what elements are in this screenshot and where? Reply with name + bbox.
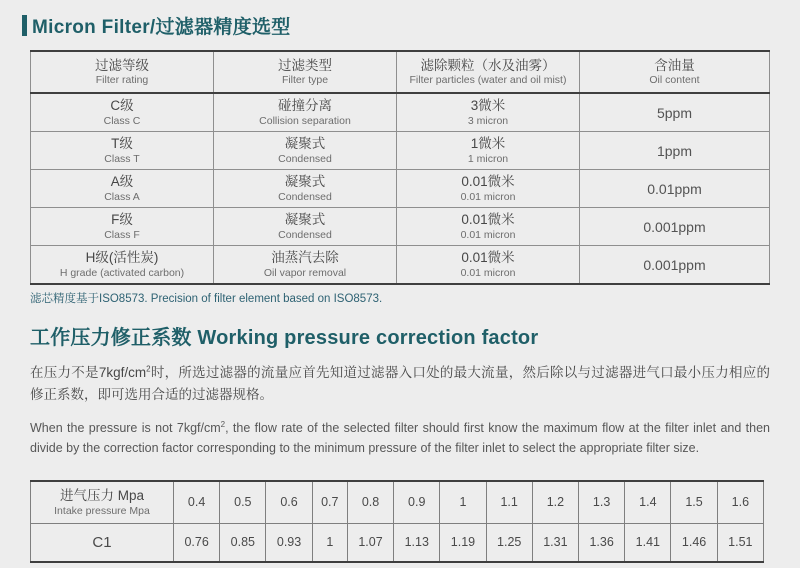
rating-zh: C级 xyxy=(110,98,134,114)
rating-zh: A级 xyxy=(110,174,134,190)
factor-value: 1.31 xyxy=(532,523,578,562)
factor-value: 1.13 xyxy=(394,523,440,562)
pressure-value: 1.2 xyxy=(532,481,578,524)
rating-en: Class F xyxy=(104,228,140,241)
factor-value: 0.85 xyxy=(220,523,266,562)
section1-header xyxy=(30,12,770,38)
para-en-pre: When the pressure is not 7kgf/cm xyxy=(30,421,221,436)
superscript-2: 2 xyxy=(146,364,151,374)
filter-rating-cell xyxy=(31,132,214,170)
particles-en: 1 micron xyxy=(467,152,509,165)
col-header-zh: 过滤等级 xyxy=(95,57,149,73)
factor-value: 1.07 xyxy=(347,523,393,562)
filter-table-header-row xyxy=(31,51,770,93)
rating-zh: H级(活性炭) xyxy=(85,250,159,266)
rating-en: Class C xyxy=(103,114,141,127)
correction-factor-row xyxy=(31,523,764,562)
pressure-value: 0.8 xyxy=(347,481,393,524)
section2-title-zh: 工作压力修正系数 xyxy=(30,327,192,349)
factor-value: 1.25 xyxy=(486,523,532,562)
type-zh: 凝聚式 xyxy=(284,174,326,190)
pressure-value: 1.3 xyxy=(579,481,625,524)
pressure-value: 1.5 xyxy=(671,481,717,524)
col-header-zh: 滤除颗粒（水及油雾） xyxy=(420,57,556,73)
rating-en: Class T xyxy=(104,152,140,165)
section2-title xyxy=(30,321,770,350)
table-row-class-a xyxy=(31,170,770,208)
table-row-class-c xyxy=(31,93,770,132)
rating-zh: T级 xyxy=(111,136,133,152)
intake-pressure-row xyxy=(31,481,764,524)
table-row-class-f xyxy=(31,208,770,246)
pressure-value: 0.4 xyxy=(174,481,220,524)
filter-rating-cell xyxy=(31,246,214,285)
filter-rating-cell xyxy=(31,170,214,208)
para-en-post: , the flow rate of the selected filter should first know the maximum flow at the filter inlet and then divide by the correction factor corresponding to the minimum pressure of the filter inlet to select the appropriate filter size. xyxy=(30,421,770,455)
type-en: Condensed xyxy=(278,152,332,165)
col-header-en: Filter rating xyxy=(95,74,149,87)
col-header-filter-rating xyxy=(31,51,214,93)
intake-pressure-en: Intake pressure Mpa xyxy=(54,504,150,517)
title-accent-bar xyxy=(22,15,27,36)
particles-zh: 3微米 xyxy=(470,98,506,114)
factor-value: 1.51 xyxy=(717,523,763,562)
factor-value: 1.36 xyxy=(579,523,625,562)
type-zh: 凝聚式 xyxy=(284,212,326,228)
micron-filter-table xyxy=(30,50,770,285)
particles-zh: 1微米 xyxy=(470,136,506,152)
type-en: Condensed xyxy=(278,228,332,241)
intake-pressure-header-cell xyxy=(31,481,174,524)
rating-en: H grade (activated carbon) xyxy=(59,266,185,279)
col-header-oil-content xyxy=(580,51,770,93)
particles-en: 0.01 micron xyxy=(460,266,516,279)
factor-value: 0.93 xyxy=(266,523,312,562)
pressure-value: 0.9 xyxy=(394,481,440,524)
type-en: Collision separation xyxy=(259,114,351,127)
col-header-en: Filter particles (water and oil mist) xyxy=(409,74,567,87)
section2-title-en: Working pressure correction factor xyxy=(197,327,539,349)
para-zh-pre: 在压力不是7kgf/cm xyxy=(30,365,147,380)
pressure-paragraph-zh xyxy=(30,362,770,406)
table-row-grade-h xyxy=(31,246,770,285)
col-header-filter-type xyxy=(214,51,397,93)
col-header-filter-particles xyxy=(397,51,580,93)
pressure-value: 1.6 xyxy=(717,481,763,524)
type-zh: 碰撞分离 xyxy=(278,98,332,114)
pressure-paragraph-en xyxy=(30,419,770,458)
pressure-value: 0.7 xyxy=(312,481,347,524)
filter-type-cell xyxy=(214,132,397,170)
factor-value: 1 xyxy=(312,523,347,562)
filter-particles-cell xyxy=(397,170,580,208)
filter-type-cell xyxy=(214,170,397,208)
filter-type-cell xyxy=(214,208,397,246)
oil-content-cell: 5ppm xyxy=(580,93,770,132)
filter-rating-cell xyxy=(31,93,214,132)
iso-precision-note: 滤芯精度基于ISO8573. Precision of filter element based on ISO8573. xyxy=(30,293,383,305)
pressure-value: 0.6 xyxy=(266,481,312,524)
pressure-value: 1.4 xyxy=(625,481,671,524)
filter-particles-cell xyxy=(397,93,580,132)
filter-type-cell xyxy=(214,93,397,132)
factor-value: 1.19 xyxy=(440,523,486,562)
filter-particles-cell xyxy=(397,208,580,246)
factor-value: 0.76 xyxy=(174,523,220,562)
oil-content-cell: 0.001ppm xyxy=(580,246,770,285)
particles-en: 0.01 micron xyxy=(460,228,516,241)
particles-zh: 0.01微米 xyxy=(461,174,515,190)
oil-content-cell: 0.001ppm xyxy=(580,208,770,246)
rating-zh: F级 xyxy=(111,212,133,228)
filter-type-cell xyxy=(214,246,397,285)
type-zh: 油蒸汽去除 xyxy=(271,250,339,266)
filter-particles-cell xyxy=(397,246,580,285)
filter-rating-cell xyxy=(31,208,214,246)
particles-zh: 0.01微米 xyxy=(461,250,515,266)
page-title: Micron Filter/过滤器精度选型 xyxy=(32,16,291,38)
pressure-value: 1 xyxy=(440,481,486,524)
filter-particles-cell xyxy=(397,132,580,170)
pressure-correction-table xyxy=(30,480,764,563)
particles-en: 3 micron xyxy=(467,114,509,127)
factor-value: 1.46 xyxy=(671,523,717,562)
pressure-value: 0.5 xyxy=(220,481,266,524)
particles-zh: 0.01微米 xyxy=(461,212,515,228)
type-zh: 凝聚式 xyxy=(284,136,326,152)
type-en: Oil vapor removal xyxy=(263,266,347,279)
col-header-zh: 过滤类型 xyxy=(278,57,332,73)
col-header-zh: 含油量 xyxy=(654,57,695,73)
para-zh-post: 时，所选过滤器的流量应首先知道过滤器入口处的最大流量，然后除以与过滤器进气口最小压力相应的修正系数，即可选用合适的过滤器规格。 xyxy=(30,365,770,402)
factor-value: 1.41 xyxy=(625,523,671,562)
col-header-en: Oil content xyxy=(649,74,700,87)
type-en: Condensed xyxy=(278,190,332,203)
intake-pressure-zh: 进气压力 Mpa xyxy=(59,488,144,504)
superscript-2: 2 xyxy=(220,420,226,430)
factor-row-label: C1 xyxy=(31,523,174,562)
oil-content-cell: 1ppm xyxy=(580,132,770,170)
particles-en: 0.01 micron xyxy=(460,190,516,203)
rating-en: Class A xyxy=(104,190,140,203)
col-header-en: Filter type xyxy=(281,74,329,87)
table-row-class-t xyxy=(31,132,770,170)
pressure-value: 1.1 xyxy=(486,481,532,524)
oil-content-cell: 0.01ppm xyxy=(580,170,770,208)
